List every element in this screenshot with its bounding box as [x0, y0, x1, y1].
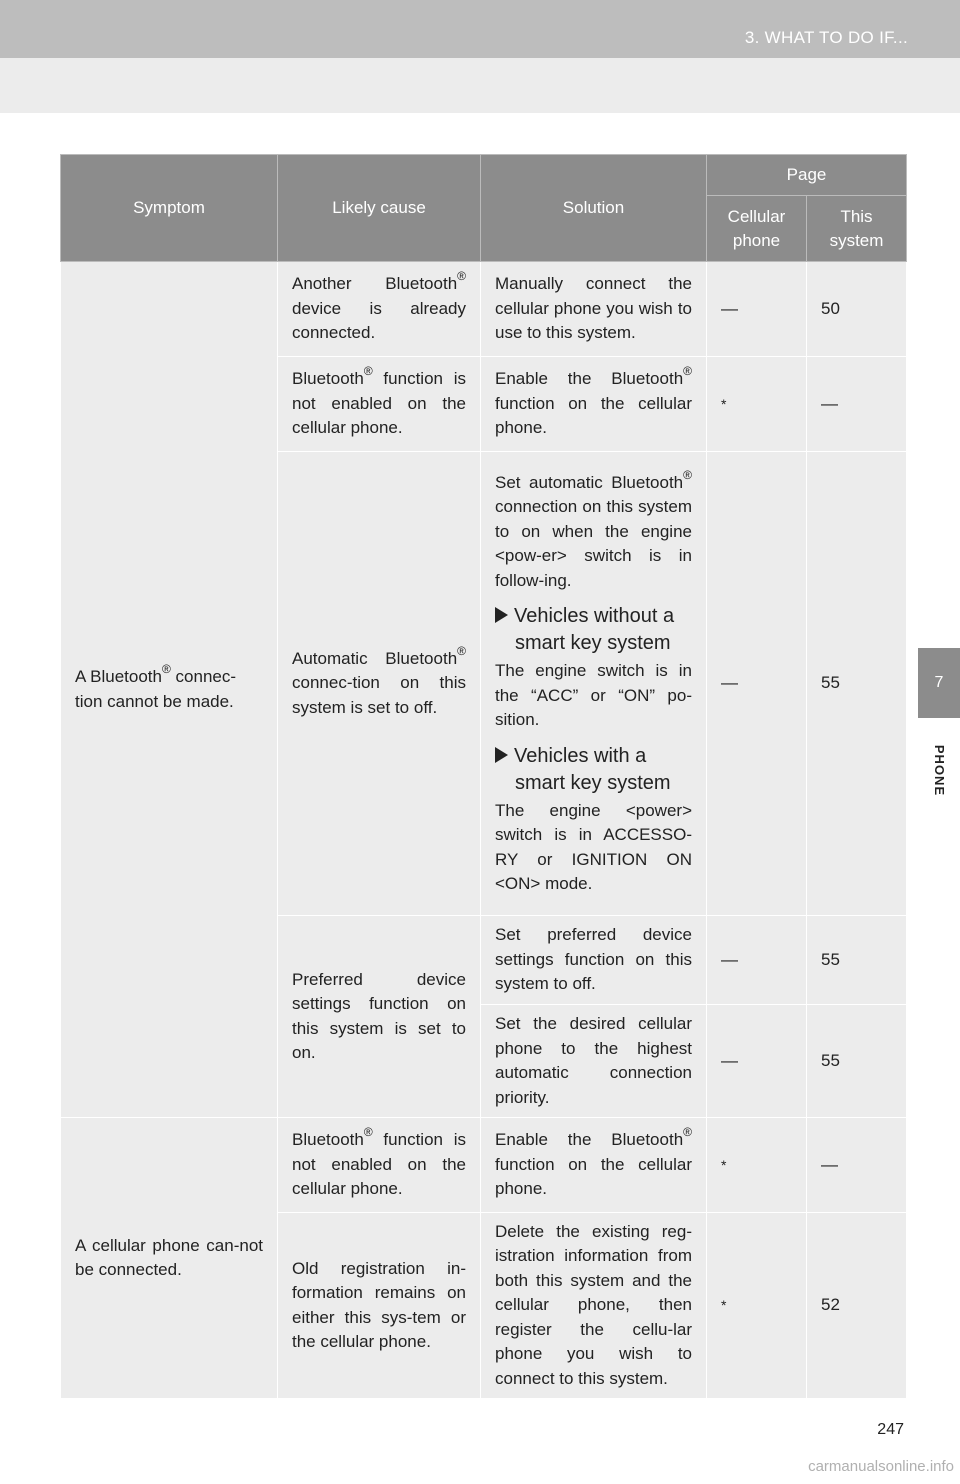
chapter-title: 3. WHAT TO DO IF... — [744, 28, 908, 47]
header-cellular-phone: Cellular phone — [707, 196, 807, 262]
registered-mark: ® — [683, 467, 692, 482]
registered-mark: ® — [363, 1125, 373, 1140]
page-system-cell: 50 — [807, 262, 907, 357]
cause-cell: Preferred device settings function on this system is set to on. — [278, 916, 481, 1118]
page-cellular-cell: * — [707, 1118, 807, 1213]
page-system-cell: 55 — [807, 916, 907, 1005]
page-system-cell: 55 — [807, 452, 907, 916]
page-system-cell: 52 — [807, 1213, 907, 1399]
page-system-cell: — — [807, 357, 907, 452]
registered-mark: ® — [683, 364, 692, 379]
registered-mark: ® — [161, 662, 171, 676]
cause-cell: Another Bluetooth® device is already connected. — [278, 262, 481, 357]
subheading-with-smart-key: Vehicles with a smart key system — [495, 743, 692, 797]
page-cellular-cell: * — [707, 1213, 807, 1399]
solution-cell: Enable the Bluetooth® function on the cellular phone. — [481, 357, 707, 452]
header-bar — [0, 0, 960, 58]
registered-mark: ® — [457, 643, 466, 658]
chapter-number: 7 — [934, 674, 944, 691]
header-page: Page — [707, 155, 907, 196]
chapter-label — [920, 730, 960, 810]
header-likely-cause: Likely cause — [278, 155, 481, 262]
symptom-cell: A Bluetooth® connec-tion cannot be made. — [61, 262, 278, 1118]
page-cellular-cell: — — [707, 262, 807, 357]
page-cellular-cell: * — [707, 357, 807, 452]
page-system-cell: 55 — [807, 1005, 907, 1118]
cause-cell: Automatic Bluetooth® connec-tion on this system is set to off. — [278, 452, 481, 916]
cause-cell: Bluetooth® function is not enabled on the cellular phone. — [278, 1118, 481, 1213]
header-subbar — [0, 58, 960, 113]
header-solution: Solution — [481, 155, 707, 262]
registered-mark: ® — [363, 364, 373, 379]
cause-cell: Bluetooth® function is not enabled on the cellular phone. — [278, 357, 481, 452]
troubleshooting-table — [60, 154, 907, 1399]
subheading-text: The engine switch is in the “ACC” or “ON” po-sition. — [495, 661, 692, 729]
page-cellular-cell: — — [707, 1005, 807, 1118]
solution-cell: Set preferred device settings function on this system to off. — [481, 916, 707, 1005]
page-system-cell: — — [807, 1118, 907, 1213]
symptom-cell: A cellular phone can-not be connected. — [61, 1118, 278, 1399]
watermark: carmanualsonline.info — [808, 1458, 954, 1475]
solution-cell: Delete the existing reg-istration information from both this system and the cellular phone, then register the cellu-lar phone you wish to connect to this system. — [481, 1213, 707, 1399]
header-symptom: Symptom — [61, 155, 278, 262]
page-cellular-cell: — — [707, 916, 807, 1005]
solution-cell: Manually connect the cellular phone you wish to use to this system. — [481, 262, 707, 357]
page-number: 247 — [877, 1421, 904, 1438]
page-cellular-cell: — — [707, 452, 807, 916]
registered-mark: ® — [457, 269, 466, 284]
header-this-system: This system — [807, 196, 907, 262]
cause-cell: Old registration in-formation remains on either this sys-tem or the cellular phone. — [278, 1213, 481, 1399]
chapter-label-text: PHONE — [932, 744, 948, 796]
solution-cell: Set the desired cellular phone to the highest automatic connection priority. — [481, 1005, 707, 1118]
table-row — [61, 1118, 907, 1213]
solution-cell: Enable the Bluetooth® function on the cellular phone. — [481, 1118, 707, 1213]
chapter-tab — [918, 648, 960, 718]
subheading-without-smart-key: Vehicles without a smart key system — [495, 603, 692, 657]
subheading-text: The engine <power> switch is in ACCESSO-RY or IGNITION ON <ON> mode. — [495, 800, 692, 893]
triangle-bullet-icon — [495, 747, 508, 763]
registered-mark: ® — [683, 1125, 692, 1140]
table-row — [61, 262, 907, 357]
solution-cell: Set automatic Bluetooth® connection on this system to on when the engine <pow-er> switch is in follow-ing. Vehicles without a smart key system The engine switch is in the “ACC” or “ON” po-sition. Vehicles with a smart key system The engine <power> switch is in ACCESSO-RY or IGNITION ON <ON> mode. — [481, 452, 707, 916]
triangle-bullet-icon — [495, 607, 508, 623]
